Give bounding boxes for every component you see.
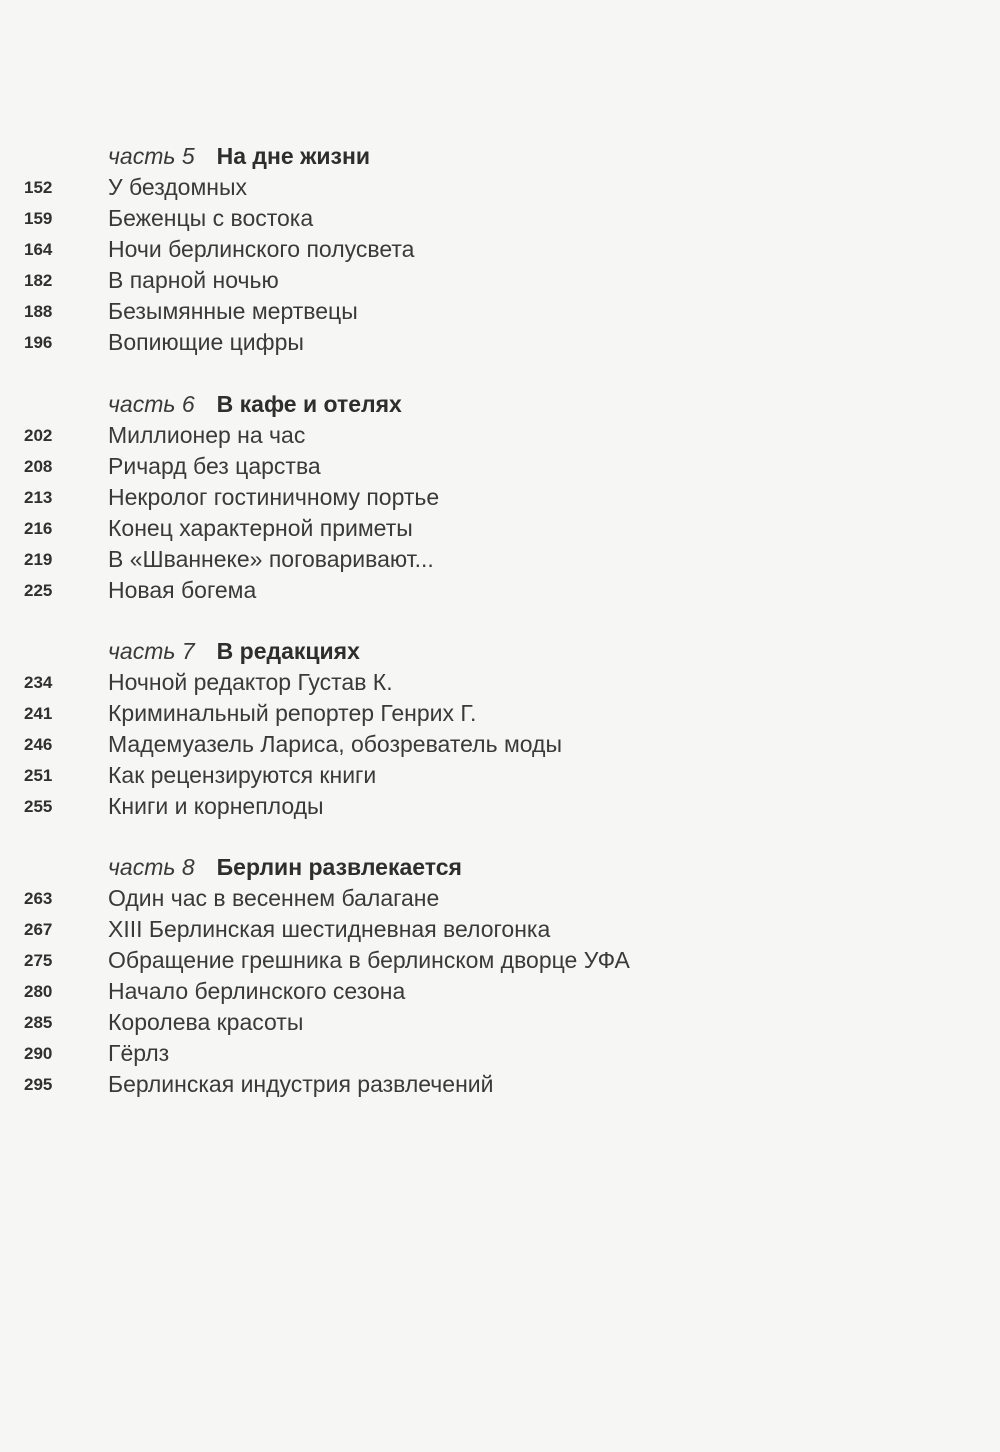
entry-title: Как рецензируются книги	[108, 762, 377, 788]
page-number: 159	[24, 209, 53, 228]
part-label: часть 6	[108, 391, 195, 417]
part-header	[108, 852, 462, 882]
part-label: часть 5	[108, 143, 195, 169]
page-number: 295	[24, 1075, 53, 1094]
entry-title: Безымянные мертвецы	[108, 298, 358, 324]
entry-title: Книги и корнеплоды	[108, 793, 324, 819]
entry-title: Гёрлз	[108, 1040, 170, 1066]
part-title: В редакциях	[216, 638, 360, 664]
page-number: 234	[24, 673, 53, 692]
page-number: 280	[24, 982, 53, 1001]
page-number: 219	[24, 550, 53, 569]
page-number: 152	[24, 178, 53, 197]
part-header	[108, 636, 360, 666]
entry-title: Ричард без царства	[108, 453, 321, 479]
part-header	[108, 389, 402, 419]
entry-title: Ночи берлинского полусвета	[108, 236, 415, 262]
entry-title: Некролог гостиничному портье	[108, 484, 440, 510]
page-number: 202	[24, 426, 53, 445]
entry-title: Начало берлинского сезона	[108, 978, 406, 1004]
entry-title: Один час в весеннем балагане	[108, 885, 440, 911]
page-number: 213	[24, 488, 53, 507]
page-number: 275	[24, 951, 53, 970]
page-number: 263	[24, 889, 53, 908]
entry-title: Новая богема	[108, 577, 257, 603]
page-number: 188	[24, 302, 53, 321]
part-label: часть 8	[108, 854, 195, 880]
page-number: 182	[24, 271, 53, 290]
part-title: В кафе и отелях	[216, 391, 402, 417]
entry-title: XIII Берлинская шестидневная велогонка	[108, 916, 551, 942]
page-number: 251	[24, 766, 53, 785]
entry-title: В «Шваннеке» поговаривают...	[108, 546, 434, 572]
entry-title: Берлинская индустрия развлечений	[108, 1071, 494, 1097]
page-number: 225	[24, 581, 53, 600]
part-header	[108, 141, 370, 171]
entry-title: Королева красоты	[108, 1009, 304, 1035]
entry-title: Вопиющие цифры	[108, 329, 304, 355]
page-number: 196	[24, 333, 53, 352]
entry-title: У бездомных	[108, 174, 247, 200]
page-number: 267	[24, 920, 53, 939]
entry-title: В парной ночью	[108, 267, 279, 293]
entry-title: Мадемуазель Лариса, обозреватель моды	[108, 731, 562, 757]
entry-title: Конец характерной приметы	[108, 515, 413, 541]
page-number: 246	[24, 735, 53, 754]
page-number: 208	[24, 457, 53, 476]
entry-title: Обращение грешника в берлинском дворце УФА	[108, 947, 630, 973]
part-title: Берлин развлекается	[216, 854, 462, 880]
entry-title: Криминальный репортер Генрих Г.	[108, 700, 477, 726]
entry-title: Миллионер на час	[108, 422, 306, 448]
page-number: 285	[24, 1013, 53, 1032]
entry-title: Беженцы с востока	[108, 205, 314, 231]
page-number: 164	[24, 240, 53, 259]
entry-title: Ночной редактор Густав К.	[108, 669, 393, 695]
page-number: 255	[24, 797, 53, 816]
page-number: 216	[24, 519, 53, 538]
part-title: На дне жизни	[216, 143, 371, 169]
part-label: часть 7	[108, 638, 195, 664]
page-number: 241	[24, 704, 53, 723]
page-number: 290	[24, 1044, 53, 1063]
